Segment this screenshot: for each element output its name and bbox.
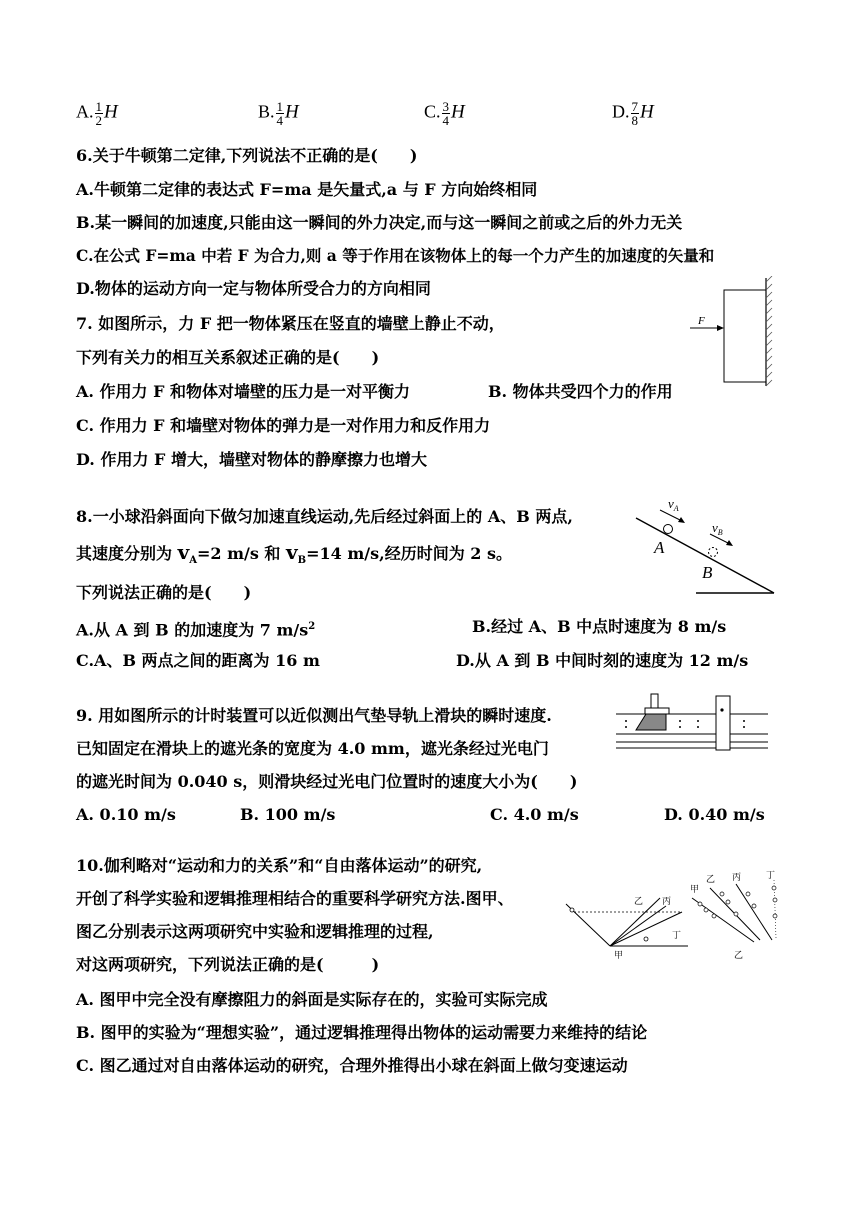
block [724,290,766,382]
numerator: 7 [631,99,638,114]
q7-option-c: C. 作用力 F 和墙壁对物体的弹力是一对作用力和反作用力 [76,416,491,435]
fraction [95,100,104,127]
q9-stem-line3: 的遮光时间为 0.040 s，则滑块经过光电门位置时的速度大小为( ) [76,772,578,791]
fraction [442,100,451,127]
q6-option-a: A.牛顿第二定律的表达式 F=ma 是矢量式,a 与 F 方向始终相同 [76,180,538,199]
q8-incline-figure [630,494,780,598]
q9-air-track-figure [612,690,772,760]
option-letter: D. [612,101,630,122]
ball-positions [698,886,777,918]
q9-stem-line2: 已知固定在滑块上的遮光条的宽度为 4.0 mm，遮光条经过光电门 [76,739,549,758]
q7-option-a: A. 作用力 F 和物体对墙壁的压力是一对平衡力 [76,382,411,401]
fraction [276,100,285,127]
text: A.从 A 到 B 的加速度为 7 m/s [76,620,309,640]
q10-option-b: B. 图甲的实验为“理想实验”，通过逻辑推理得出物体的运动需要力来维持的结论 [76,1023,648,1042]
q7-stem-line1: 7. 如图所示，力 F 把一物体紧压在竖直的墙壁上静止不动， [76,314,505,333]
wall-hatching [766,276,772,386]
q9-option-a: A. 0.10 m/s [76,805,176,824]
numerator: 3 [442,99,450,114]
q9-option-c: C. 4.0 m/s [490,805,579,824]
force-label: F [698,315,705,327]
velocity-symbol: v [286,540,298,564]
text: 其速度分别为 [76,544,178,563]
q7-stem-line2: 下列有关力的相互关系叙述正确的是( ) [76,348,380,367]
q10-stem-line1: 10.伽利略对“运动和力的关系”和“自由落体运动”的研究, [76,856,483,875]
q8-stem-line2 [76,542,512,571]
denominator: 4 [276,113,284,128]
q6-stem: 6.关于牛顿第二定律,下列说法不正确的是( ) [76,146,418,165]
point-a-label: A [654,538,665,557]
variable: H [285,101,299,123]
force-arrowhead [717,325,724,331]
q8-stem-line1: 8.一小球沿斜面向下做匀加速直线运动,先后经过斜面上的 A、B 两点, [76,507,573,526]
label-ding: 丁 [766,870,776,880]
figure-yi [690,870,777,960]
q10-stem-line2: 开创了科学实验和逻辑推理相结合的重要科学研究方法.图甲、 [76,889,514,908]
q10-option-a: A. 图甲中完全没有摩擦阻力的斜面是实际存在的，实验可实际完成 [76,990,548,1009]
q5-option-d [612,100,654,127]
q8-stem-line3: 下列说法正确的是( ) [76,583,252,602]
numerator: 1 [276,99,284,114]
q8-option-d: D.从 A 到 B 中间时刻的速度为 12 m/s [456,651,749,670]
q8-option-b: B.经过 A、B 中点时速度为 8 m/s [472,617,727,636]
q10-stem-line3: 图乙分别表示这两项研究中实验和逻辑推理的过程, [76,922,434,941]
option-letter: A. [76,101,94,122]
denominator: 8 [631,113,638,128]
q9-option-b: B. 100 m/s [240,805,336,824]
caption-jia: 甲 [614,950,624,960]
label-bing: 丙 [732,872,742,882]
slider-top [645,708,669,714]
q10-stem-line4: 对这两项研究，下列说法正确的是( ) [76,955,380,974]
point-b-label: B [702,563,713,582]
option-letter: B. [258,101,275,122]
label-yi: 乙 [706,874,716,884]
ball-b [709,548,718,557]
subscript: A [189,555,197,567]
subscript: B [297,555,307,567]
numerator: 1 [95,99,102,114]
slider [636,714,666,730]
q10-figures [560,868,790,964]
q7-option-d: D. 作用力 F 增大，墙壁对物体的静摩擦力也增大 [76,450,427,469]
superscript: 2 [308,621,316,632]
velocity-a-arrow [660,510,682,521]
photogate-sensor [720,708,723,711]
rolling-ball [644,937,648,941]
q10-option-c: C. 图乙通过对自由落体运动的研究，合理外推得出小球在斜面上做匀变速运动 [76,1056,628,1075]
figure-jia [566,896,688,960]
ball-a [664,525,673,534]
q5-option-a [76,100,118,127]
q6-option-d: D.物体的运动方向一定与物体所受合力的方向相同 [76,279,431,298]
q7-option-b: B. 物体共受四个力的作用 [488,382,673,401]
variable: H [451,101,465,123]
fraction [631,100,640,127]
variable: H [104,101,118,123]
vb-label: $v_B$ [712,520,723,537]
caption-yi: 乙 [734,950,744,960]
option-letter: C. [424,101,441,122]
q5-option-b [258,100,299,127]
shading-strip [651,694,658,708]
incline-3 [736,884,772,940]
velocity-symbol: v [177,540,190,564]
label-bing: 丙 [662,896,672,906]
ball [570,908,574,912]
variable: H [640,101,654,123]
q9-stem-line1: 9. 用如图所示的计时装置可以近似测出气垫导轨上滑块的瞬时速度. [76,706,552,725]
q6-option-b: B.某一瞬间的加速度,只能由这一瞬间的外力决定,而与这一瞬间之前或之后的外力无关 [76,213,683,232]
denominator: 2 [95,113,102,128]
photogate [716,696,730,750]
label-ding: 丁 [672,930,682,940]
q8-option-a [76,617,315,640]
denominator: 4 [442,113,450,128]
label-yi: 乙 [634,896,644,906]
q9-option-d: D. 0.40 m/s [664,805,765,824]
text: =14 m/s,经历时间为 2 s。 [306,544,512,563]
label-jia: 甲 [690,884,700,894]
q8-option-c: C.A、B 两点之间的距离为 16 m [76,651,320,670]
q5-option-c [424,100,465,127]
va-label: $v_A$ [668,496,679,513]
q6-option-c: C.在公式 F=ma 中若 F 为合力,则 a 等于作用在该物体上的每一个力产生的加速度的矢量和 [76,246,715,265]
text: =2 m/s 和 [196,544,287,563]
q7-wall-block-figure [686,276,776,388]
